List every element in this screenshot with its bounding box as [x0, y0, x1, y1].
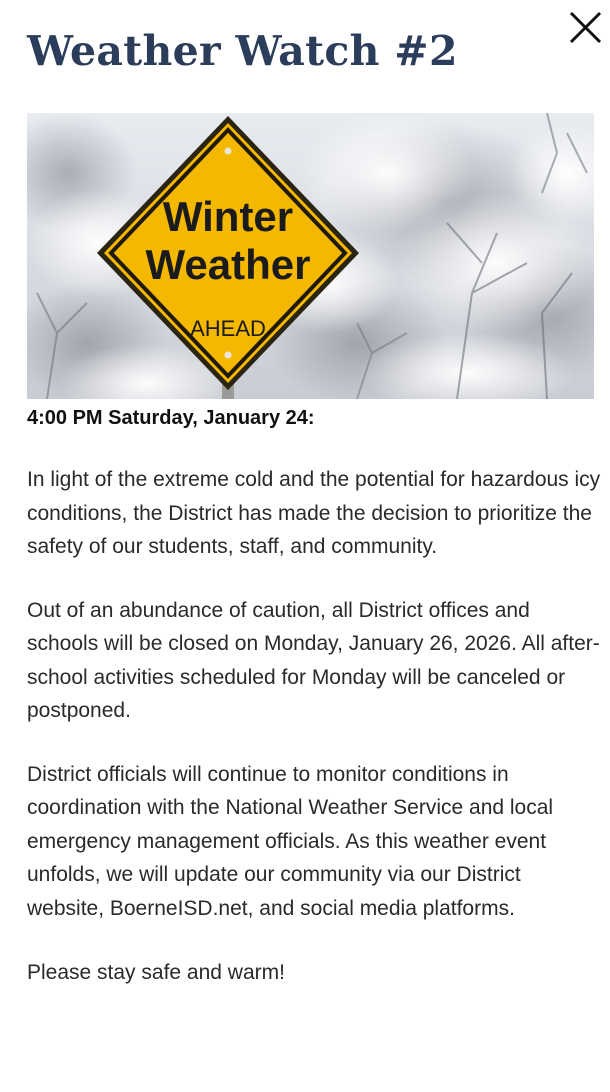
announcement-timestamp: 4:00 PM Saturday, January 24:: [27, 407, 315, 429]
announcement-body: [27, 403, 602, 990]
paragraph-3: District officials will continue to monitor conditions in coordination with the National Weather Service and local emergency management officials. As this weather event unfolds, we will update our community via our District website, BoerneISD.net, and social media platforms.: [27, 762, 554, 920]
winter-weather-banner-image: [27, 113, 594, 399]
close-icon: [566, 10, 604, 48]
sign-text-ahead: AHEAD: [190, 316, 266, 341]
sign-text-weather: Weather: [145, 241, 311, 288]
paragraph-4: Please stay safe and warm!: [27, 961, 285, 984]
close-button[interactable]: [566, 10, 604, 48]
page-title: Weather Watch #2: [27, 27, 458, 75]
sign-text-winter: Winter: [162, 193, 294, 240]
paragraph-2: Out of an abundance of caution, all District offices and schools will be closed on Monday, January 26, 2026. All after-school activities scheduled for Monday will be canceled or postponed.: [27, 598, 600, 722]
paragraph-1: In light of the extreme cold and the potential for hazardous icy conditions, the District has made the decision to prioritize the safety of our students, staff, and community.: [27, 468, 601, 558]
